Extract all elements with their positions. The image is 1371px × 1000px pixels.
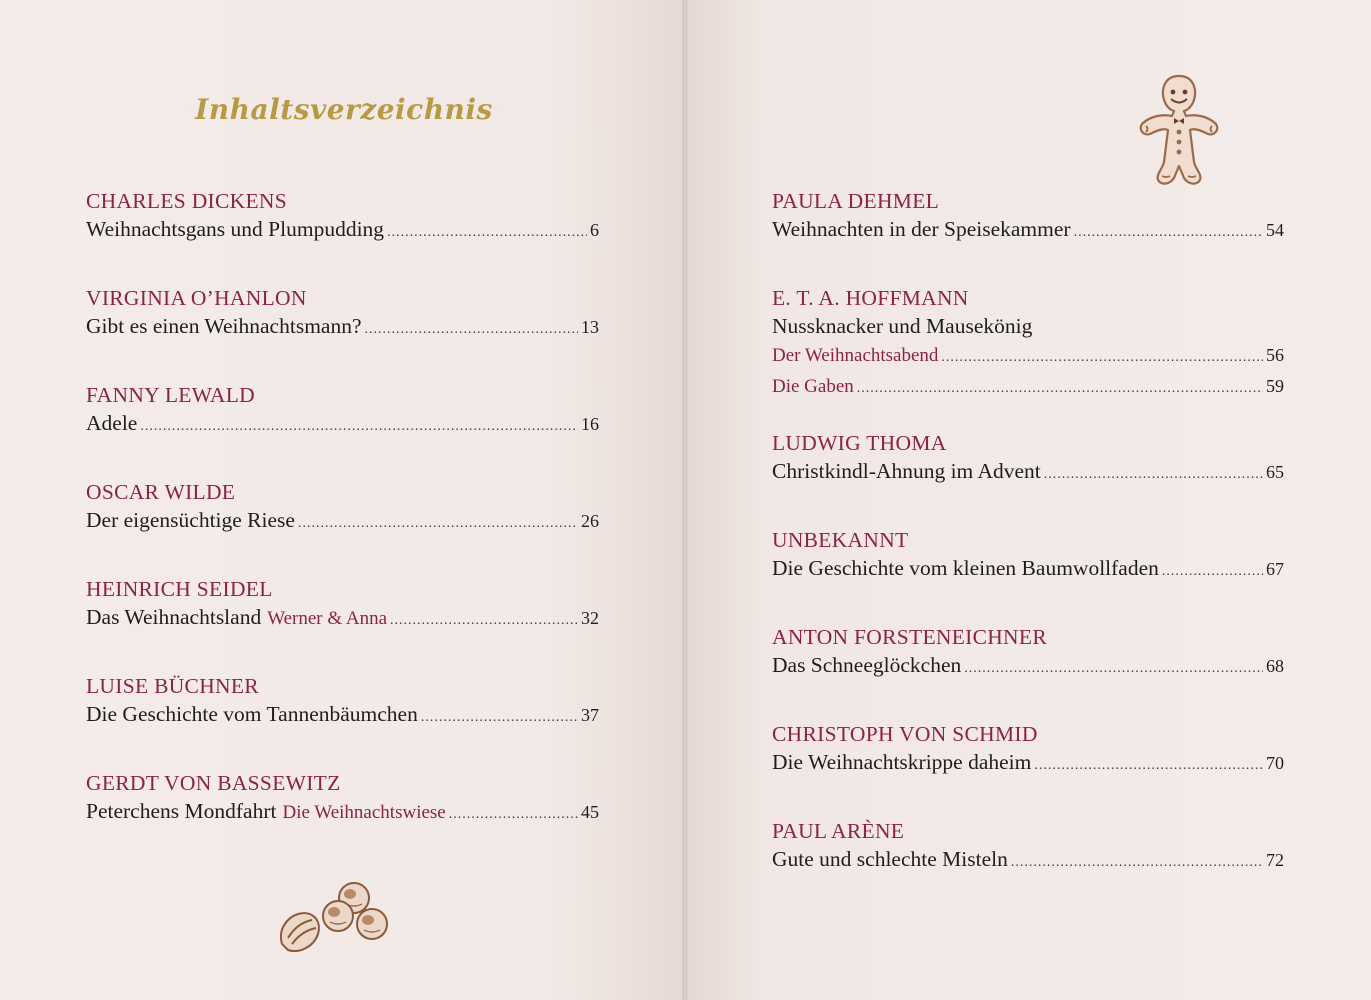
toc-heading: Inhaltsverzeichnis [195, 92, 493, 126]
toc-entry [86, 479, 599, 539]
toc-entry [86, 770, 599, 830]
toc-line [772, 650, 1284, 684]
page-number: 32 [581, 608, 599, 628]
toc-entry [772, 285, 1284, 403]
author-name: E. T. A. HOFFMANN [772, 286, 969, 310]
toc-chapter-line [772, 372, 1284, 403]
author-name: FANNY LEWALD [86, 383, 256, 407]
toc-line [86, 408, 599, 442]
toc-entry [772, 721, 1284, 781]
toc-entry [772, 430, 1284, 490]
toc-line [772, 456, 1284, 490]
leader-dots [140, 412, 578, 442]
leader-dots [1074, 218, 1263, 248]
author-name: PAULA DEHMEL [772, 189, 940, 213]
author-name: OSCAR WILDE [86, 480, 236, 504]
toc-line [86, 505, 599, 539]
story-title: Gibt es einen Weihnachtsmann? [86, 314, 362, 338]
story-title: Die Geschichte vom Tannenbäumchen [86, 702, 418, 726]
book-gutter [682, 0, 688, 1000]
toc-line [86, 311, 599, 345]
author-name: VIRGINIA O’HANLON [86, 286, 307, 310]
toc-line [86, 699, 599, 733]
story-title: Christkindl-Ahnung im Advent [772, 459, 1041, 483]
toc-line [772, 747, 1284, 781]
chapter-title: Die Gaben [772, 376, 854, 397]
toc-entry [86, 673, 599, 733]
toc-entry [772, 188, 1284, 248]
toc-line [86, 214, 599, 248]
toc-entry [772, 527, 1284, 587]
page-number: 67 [1266, 559, 1284, 579]
toc-line [772, 844, 1284, 878]
story-title: Weihnachtsgans und Plumpudding [86, 217, 385, 241]
page-number: 6 [590, 220, 599, 240]
leader-dots [941, 344, 1263, 372]
page-number: 65 [1266, 462, 1284, 482]
leader-dots [1162, 557, 1263, 587]
page-number: 72 [1266, 850, 1284, 870]
page-number: 45 [581, 802, 599, 822]
leader-dots [421, 703, 578, 733]
page-number: 70 [1266, 753, 1284, 773]
story-subtitle: Werner & Anna [267, 608, 388, 629]
leader-dots [449, 800, 578, 830]
page-title [184, 84, 504, 134]
holly-icon [503, 96, 504, 122]
toc-chapter-line [772, 341, 1284, 372]
page-number: 59 [1266, 376, 1284, 396]
holly-icon [184, 96, 185, 122]
leader-dots [390, 606, 578, 636]
leader-dots [1011, 848, 1263, 878]
leader-dots [365, 315, 578, 345]
author-name: ANTON FORSTENEICHNER [772, 625, 1047, 649]
author-name: UNBEKANNT [772, 528, 909, 552]
toc-entry [86, 576, 599, 636]
author-name: CHRISTOPH VON SCHMID [772, 722, 1038, 746]
chapter-title: Der Weihnachtsabend [772, 345, 939, 366]
page-number: 13 [581, 317, 599, 337]
toc-line [86, 602, 599, 636]
story-title: Das Schneeglöckchen [772, 653, 962, 677]
page-number: 68 [1266, 656, 1284, 676]
author-name: GERDT VON BASSEWITZ [86, 771, 341, 795]
story-title: Die Weihnachtskrippe daheim [772, 750, 1032, 774]
leader-dots [387, 218, 587, 248]
toc-entry [86, 382, 599, 442]
page-number: 37 [581, 705, 599, 725]
author-name: LUISE BÜCHNER [86, 674, 259, 698]
toc-entry [772, 818, 1284, 878]
toc-entry [772, 624, 1284, 684]
story-title: Gute und schlechte Misteln [772, 847, 1008, 871]
toc-line [86, 796, 599, 830]
leader-dots [1044, 460, 1263, 490]
author-name: CHARLES DICKENS [86, 189, 288, 213]
page-number: 56 [1266, 345, 1284, 365]
leader-dots [298, 509, 578, 539]
author-name: LUDWIG THOMA [772, 431, 947, 455]
story-subtitle: Die Weihnachtswiese [282, 802, 446, 823]
story-title: Das Weihnachtsland [86, 605, 262, 629]
page-number: 54 [1266, 220, 1284, 240]
toc-line [772, 311, 1284, 341]
page-number: 16 [581, 414, 599, 434]
story-title: Adele [86, 411, 138, 435]
leader-dots [964, 654, 1263, 684]
author-name: HEINRICH SEIDEL [86, 577, 273, 601]
story-title: Weihnachten in der Speisekammer [772, 217, 1071, 241]
leader-dots [857, 375, 1263, 403]
leader-dots [1034, 751, 1263, 781]
page-number: 26 [581, 511, 599, 531]
story-title: Peterchens Mondfahrt [86, 799, 277, 823]
story-title: Der eigensüchtige Riese [86, 508, 295, 532]
author-name: PAUL ARÈNE [772, 819, 905, 843]
toc-line [772, 214, 1284, 248]
toc-line [772, 553, 1284, 587]
toc-entry [86, 285, 599, 345]
toc-entry [86, 188, 599, 248]
gingerbread-man-icon [1134, 70, 1224, 190]
story-title: Nussknacker und Mausekönig [772, 314, 1033, 338]
story-title: Die Geschichte vom kleinen Baumwollfaden [772, 556, 1159, 580]
hazelnuts-icon [274, 876, 404, 956]
